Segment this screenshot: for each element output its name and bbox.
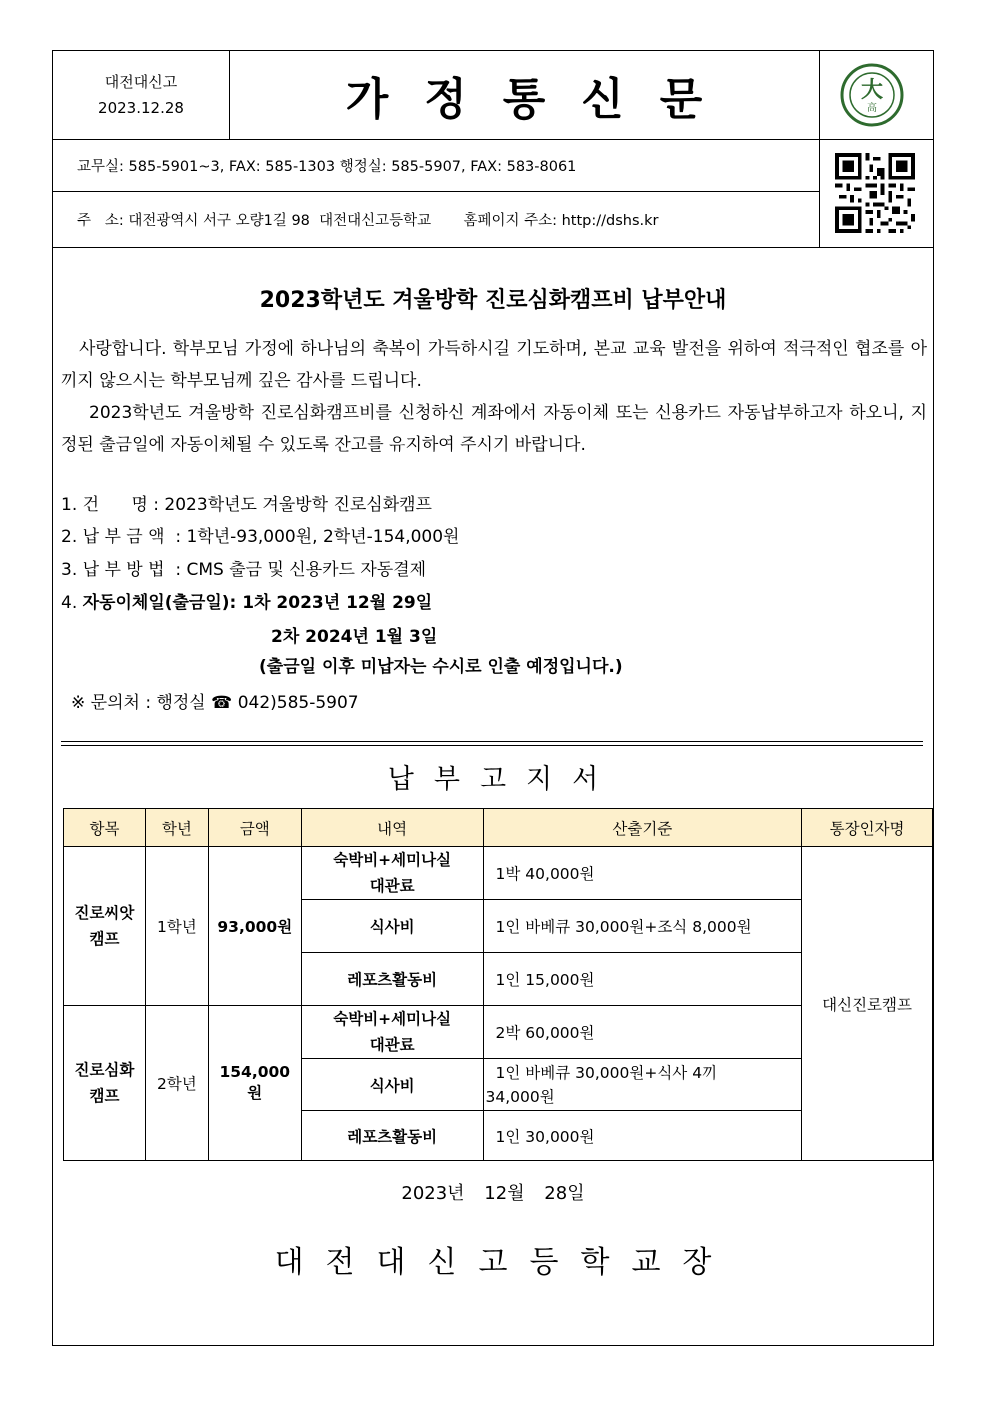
principal-signature: 대전대신고등학교장	[274, 1245, 734, 1280]
school-short-name: 대전대신고	[104, 73, 178, 91]
item-transfer-date	[61, 589, 432, 617]
header-detail: 내역	[301, 809, 483, 847]
camp2-amount: 154,000원	[208, 1006, 301, 1161]
camp2-grade: 2학년	[145, 1006, 208, 1161]
header-divider-3	[53, 247, 933, 248]
item-transfer-second: 2차 2024년 1월 3일	[271, 627, 438, 647]
row2-item: 식사비	[301, 900, 483, 953]
row4-basis: 2박 60,000원	[483, 1006, 802, 1059]
row4-item: 숙박비+세미나실 대관료	[301, 1006, 483, 1059]
row3-basis: 1인 15,000원	[483, 953, 802, 1006]
logo-sub-glyph: 高	[867, 103, 877, 114]
fee-table	[63, 808, 933, 1161]
row5-basis: 1인 바베큐 30,000원+식사 4끼 34,000원	[483, 1059, 802, 1111]
issue-date: 2023년 12월 28일	[401, 1183, 585, 1204]
camp1-grade: 1학년	[145, 847, 208, 1006]
header-item: 항목	[64, 809, 146, 847]
header-basis: 산출기준	[483, 809, 802, 847]
inquiry-line: ※ 문의처 : 행정실 ☎ 042)585-5907	[71, 693, 359, 713]
row2-basis: 1인 바베큐 30,000원+조식 8,000원	[483, 900, 802, 953]
header-amount: 금액	[208, 809, 301, 847]
header-grade: 학년	[145, 809, 208, 847]
school-logo-icon	[840, 63, 904, 127]
item-transfer-first: 자동이체일(출금일): 1차 2023년 12월 29일	[82, 593, 433, 613]
qr-code-icon[interactable]	[835, 153, 915, 233]
item-transfer-number: 4.	[61, 593, 83, 613]
camp1-amount: 93,000원	[208, 847, 301, 1006]
logo-glyph: 大	[860, 77, 884, 103]
table-header-row	[64, 809, 933, 847]
header-account-name: 통장인자명	[802, 809, 933, 847]
row1-item: 숙박비+세미나실 대관료	[301, 847, 483, 900]
address-line: 주 소: 대전광역시 서구 오량1길 98 대전대신고등학교 홈페이지 주소: http://dshs.kr	[77, 212, 659, 229]
item-method: 3. 납 부 방 법 : CMS 출금 및 신용카드 자동결제	[61, 560, 427, 580]
account-name: 대신진로캠프	[802, 847, 933, 1161]
item-amount: 2. 납 부 금 액 : 1학년-93,000원, 2학년-154,000원	[61, 527, 460, 547]
row3-item: 레포츠활동비	[301, 953, 483, 1006]
page-title: 가정통신문	[345, 74, 739, 125]
issue-date-short: 2023.12.28	[98, 99, 184, 117]
school-name-block	[53, 51, 229, 139]
item-transfer-note: (출금일 이후 미납자는 수시로 인출 예정입니다.)	[259, 657, 623, 677]
row1-basis: 1박 40,000원	[483, 847, 802, 900]
table-row	[64, 847, 933, 900]
bill-title: 납부고지서	[387, 764, 619, 795]
item-case-name: 1. 건 명 : 2023학년도 겨울방학 진로심화캠프	[61, 495, 432, 515]
row5-item: 식사비	[301, 1059, 483, 1111]
camp1-name: 진로씨앗 캠프	[64, 847, 146, 1006]
contact-line: 교무실: 585-5901~3, FAX: 585-1303 행정실: 585-5907, FAX: 583-8061	[77, 158, 577, 175]
payment-paragraph: 2023학년도 겨울방학 진로심화캠프비를 신청하신 계좌에서 자동이체 또는 신용카드 자동납부하고자 하오니, 지정된 출금일에 자동이체될 수 있도록 잔고를 유지하여 주시기 바랍니다.	[61, 403, 927, 455]
row6-basis: 1인 30,000원	[483, 1111, 802, 1161]
notice-title: 2023학년도 겨울방학 진로심화캠프비 납부안내	[259, 288, 727, 313]
row6-item: 레포츠활동비	[301, 1111, 483, 1161]
greeting-paragraph: 사랑합니다. 학부모님 가정에 하나님의 축복이 가득하시길 기도하며, 본교 교육 발전을 위하여 적극적인 협조를 아끼지 않으시는 학부모님께 깊은 감사를 드립니다.	[61, 339, 927, 391]
document-frame	[52, 50, 934, 1346]
camp2-name: 진로심화 캠프	[64, 1006, 146, 1161]
double-divider	[61, 741, 923, 746]
header-divider-2	[53, 191, 819, 192]
